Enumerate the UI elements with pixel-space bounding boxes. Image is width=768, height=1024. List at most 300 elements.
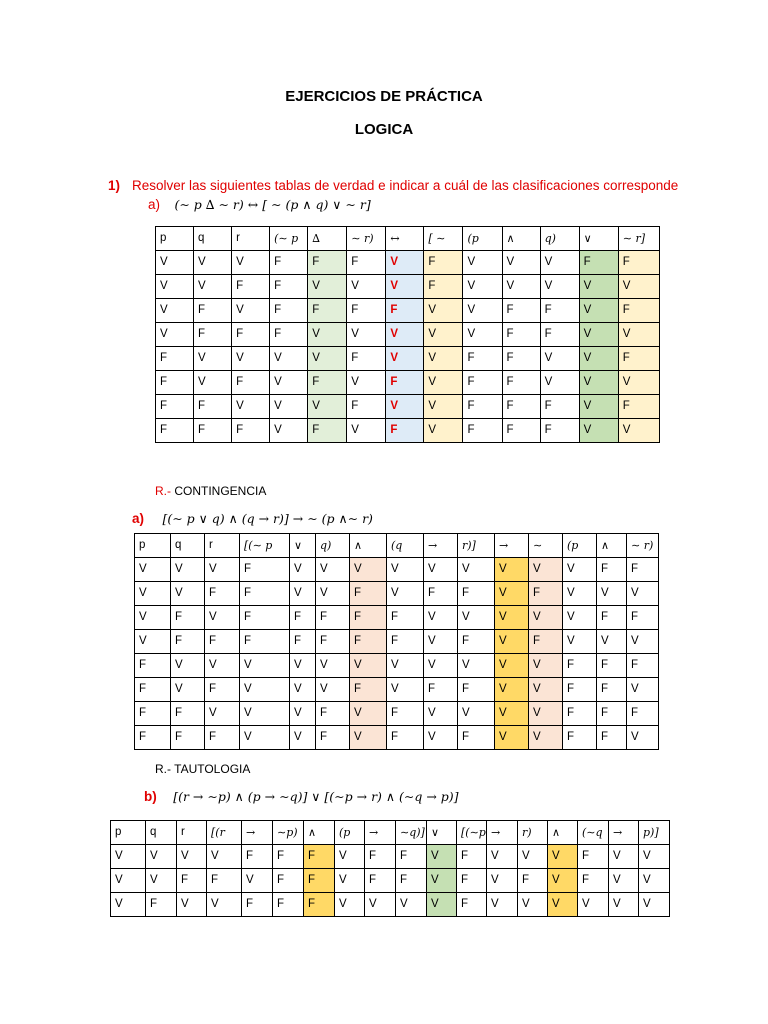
table-cell: V <box>639 845 670 869</box>
table-cell: V <box>609 869 639 893</box>
table-cell: V <box>563 630 597 654</box>
table-cell: V <box>290 558 316 582</box>
table-header-row <box>156 227 660 251</box>
table-cell: F <box>156 371 194 395</box>
table-cell: V <box>156 299 194 323</box>
table-cell: V <box>597 582 627 606</box>
table-cell: V <box>502 251 540 275</box>
table-cell: F <box>386 299 424 323</box>
table-cell: F <box>171 606 205 630</box>
ex1-heading <box>148 196 371 214</box>
table-cell: F <box>463 395 502 419</box>
header-cell: [(∼ p <box>240 534 290 558</box>
table-cell: V <box>463 251 502 275</box>
table-cell: V <box>290 582 316 606</box>
table-cell: V <box>540 371 579 395</box>
header-cell: p)] <box>639 821 670 845</box>
table-row <box>156 371 660 395</box>
table-cell: F <box>424 275 463 299</box>
header-cell: ∧ <box>350 534 387 558</box>
table-cell: F <box>270 323 308 347</box>
table-cell: F <box>270 275 308 299</box>
table-cell: V <box>424 630 458 654</box>
ex2-result-prefix: R.- <box>155 762 171 776</box>
page-subtitle: LOGICA <box>354 121 414 138</box>
table-cell: V <box>156 251 194 275</box>
header-cell: ∆ <box>308 227 347 251</box>
table-cell: V <box>495 702 529 726</box>
table-cell: F <box>540 395 579 419</box>
table-cell: F <box>270 299 308 323</box>
table-cell: F <box>347 395 386 419</box>
table-cell: V <box>563 582 597 606</box>
table-cell: F <box>597 678 627 702</box>
table-cell: V <box>618 371 659 395</box>
header-cell: p <box>135 534 171 558</box>
header-cell: r) <box>518 821 548 845</box>
header-cell: ∼ r) <box>347 227 386 251</box>
table-cell: F <box>205 582 240 606</box>
table-cell: V <box>177 893 207 917</box>
table-cell: V <box>135 630 171 654</box>
table-cell: V <box>639 893 670 917</box>
table-cell: V <box>240 726 290 750</box>
table-cell: F <box>579 251 618 275</box>
table-cell: V <box>529 726 563 750</box>
table-cell: F <box>350 630 387 654</box>
table-cell: F <box>290 606 316 630</box>
table-cell: F <box>316 630 350 654</box>
table-cell: V <box>347 323 386 347</box>
table-cell: V <box>579 347 618 371</box>
header-cell: r)] <box>458 534 495 558</box>
table-row <box>111 869 670 893</box>
table-row <box>111 893 670 917</box>
table-cell: F <box>308 371 347 395</box>
table-row <box>156 251 660 275</box>
table-cell: F <box>529 630 563 654</box>
header-cell: q) <box>316 534 350 558</box>
table-cell: V <box>290 654 316 678</box>
table-cell: V <box>387 558 424 582</box>
table-cell: F <box>563 654 597 678</box>
table-cell: F <box>135 678 171 702</box>
table-cell: V <box>597 630 627 654</box>
table-cell: V <box>424 702 458 726</box>
table-cell: F <box>627 606 659 630</box>
table-cell: V <box>386 323 424 347</box>
ex2-result-text: TAUTOLOGIA <box>174 762 251 776</box>
table-cell: F <box>424 678 458 702</box>
table-row <box>135 606 659 630</box>
ex1-result <box>155 484 266 498</box>
table-cell: F <box>156 419 194 443</box>
header-cell: r <box>232 227 270 251</box>
header-cell: → <box>424 534 458 558</box>
table-cell: V <box>194 275 232 299</box>
header-cell: (∼q <box>578 821 609 845</box>
table-cell: V <box>350 654 387 678</box>
table-cell: F <box>597 606 627 630</box>
table-cell: F <box>270 251 308 275</box>
table-cell: V <box>205 558 240 582</box>
table-cell: V <box>424 371 463 395</box>
table-cell: F <box>350 678 387 702</box>
table-cell: V <box>171 558 205 582</box>
table-cell: F <box>502 323 540 347</box>
ex2-expression: [(∼ p ∨ q) ∧ (q → r)] → ∼ (p ∧∼ r) <box>162 511 373 526</box>
table-row <box>156 299 660 323</box>
table-row <box>135 702 659 726</box>
ex1-expression: (∼ p ∆ ∼ r) ↔ [ ∼ (p ∧ q) ∨ ∼ r] <box>174 197 371 212</box>
table-cell: V <box>316 558 350 582</box>
header-cell: ∧ <box>304 821 335 845</box>
table-cell: V <box>627 630 659 654</box>
header-cell: → <box>242 821 273 845</box>
table-header-row <box>111 821 670 845</box>
table-cell: V <box>290 702 316 726</box>
table-cell: V <box>205 702 240 726</box>
table-cell: F <box>597 702 627 726</box>
table-row <box>111 845 670 869</box>
table-header-row <box>135 534 659 558</box>
instruction-text: Resolver las siguientes tablas de verdad e indicar a cuál de las clasificaciones corresponde <box>132 178 679 193</box>
table-cell: V <box>487 869 518 893</box>
header-cell: → <box>495 534 529 558</box>
table-cell: F <box>146 893 177 917</box>
table-cell: F <box>502 371 540 395</box>
table-cell: V <box>487 845 518 869</box>
table-cell: F <box>627 558 659 582</box>
header-cell: ∧ <box>597 534 627 558</box>
table-cell: F <box>232 419 270 443</box>
table-cell: V <box>487 893 518 917</box>
table-cell: F <box>156 347 194 371</box>
table-cell: V <box>135 582 171 606</box>
table-cell: V <box>171 654 205 678</box>
table-cell: V <box>579 299 618 323</box>
table-cell: F <box>365 869 396 893</box>
table-cell: V <box>424 726 458 750</box>
table-cell: V <box>495 558 529 582</box>
table-row <box>156 275 660 299</box>
table-cell: V <box>502 275 540 299</box>
table-cell: F <box>171 702 205 726</box>
header-cell: q <box>146 821 177 845</box>
table-cell: F <box>316 606 350 630</box>
table-cell: F <box>316 726 350 750</box>
table-row <box>135 558 659 582</box>
table-cell: V <box>563 606 597 630</box>
table-cell: F <box>273 893 304 917</box>
table-cell: F <box>273 845 304 869</box>
ex3-heading <box>144 788 459 806</box>
table-cell: F <box>171 726 205 750</box>
table-cell: V <box>529 678 563 702</box>
table-cell: V <box>529 558 563 582</box>
table-cell: V <box>540 251 579 275</box>
table-cell: F <box>207 869 242 893</box>
table-cell: F <box>308 419 347 443</box>
table-cell: F <box>502 395 540 419</box>
table-cell: F <box>365 845 396 869</box>
table-cell: V <box>194 371 232 395</box>
table-cell: V <box>111 893 146 917</box>
ex1-label: a) <box>148 197 161 212</box>
table-cell: F <box>458 678 495 702</box>
table-cell: V <box>495 582 529 606</box>
header-cell: (p <box>335 821 365 845</box>
table-cell: V <box>424 606 458 630</box>
truth-table-1 <box>155 226 660 443</box>
table-cell: F <box>232 275 270 299</box>
header-cell: ∼ r) <box>627 534 659 558</box>
table-cell: F <box>458 630 495 654</box>
table-cell: V <box>347 275 386 299</box>
ex3-label: b) <box>144 789 157 804</box>
table-cell: F <box>618 299 659 323</box>
header-cell: (p <box>563 534 597 558</box>
table-cell: V <box>427 893 457 917</box>
table-cell: V <box>232 347 270 371</box>
table-cell: F <box>578 845 609 869</box>
header-cell: ∼p) <box>273 821 304 845</box>
table-cell: V <box>458 558 495 582</box>
ex1-result-text: CONTINGENCIA <box>174 484 267 498</box>
table-cell: V <box>627 582 659 606</box>
header-cell: ∨ <box>290 534 316 558</box>
table-cell: F <box>194 419 232 443</box>
table-cell: V <box>232 299 270 323</box>
table-cell: V <box>463 299 502 323</box>
table-cell: V <box>578 893 609 917</box>
table-cell: V <box>386 275 424 299</box>
table-cell: F <box>316 702 350 726</box>
header-cell: ∧ <box>502 227 540 251</box>
table-cell: F <box>502 347 540 371</box>
table-cell: V <box>618 323 659 347</box>
table-cell: V <box>308 323 347 347</box>
table-cell: V <box>495 726 529 750</box>
table-cell: V <box>308 395 347 419</box>
table-cell: V <box>232 395 270 419</box>
header-cell: ∨ <box>427 821 457 845</box>
table-row <box>156 395 660 419</box>
table-cell: F <box>457 845 487 869</box>
table-cell: F <box>424 251 463 275</box>
table-cell: F <box>540 419 579 443</box>
table-cell: V <box>495 630 529 654</box>
table-cell: V <box>424 419 463 443</box>
table-cell: V <box>518 845 548 869</box>
table-cell: V <box>316 678 350 702</box>
table-cell: F <box>308 251 347 275</box>
table-cell: V <box>270 395 308 419</box>
truth-table-3 <box>110 820 670 917</box>
table-cell: V <box>146 869 177 893</box>
table-cell: V <box>639 869 670 893</box>
header-cell: → <box>609 821 639 845</box>
table-cell: V <box>335 869 365 893</box>
table-cell: V <box>609 893 639 917</box>
header-cell: p <box>156 227 194 251</box>
table-cell: V <box>548 893 578 917</box>
table-row <box>156 323 660 347</box>
table-cell: F <box>350 606 387 630</box>
table-row <box>135 726 659 750</box>
instruction-number: 1) <box>108 178 121 193</box>
header-cell: ↔ <box>386 227 424 251</box>
header-cell: p <box>111 821 146 845</box>
table-cell: V <box>347 371 386 395</box>
table-cell: V <box>308 347 347 371</box>
table-cell: V <box>618 275 659 299</box>
table-cell: V <box>270 347 308 371</box>
ex1-result-prefix: R.- <box>155 484 171 498</box>
table-cell: F <box>387 630 424 654</box>
table-cell: F <box>194 323 232 347</box>
table-cell: F <box>273 869 304 893</box>
table-cell: V <box>563 558 597 582</box>
table-cell: V <box>387 582 424 606</box>
table-cell: F <box>502 419 540 443</box>
table-cell: V <box>424 654 458 678</box>
table-cell: V <box>540 347 579 371</box>
table-cell: F <box>627 654 659 678</box>
table-cell: V <box>579 323 618 347</box>
table-cell: V <box>365 893 396 917</box>
header-cell: ∨ <box>579 227 618 251</box>
table-cell: F <box>347 299 386 323</box>
table-cell: F <box>240 630 290 654</box>
header-cell: q <box>171 534 205 558</box>
table-cell: F <box>194 395 232 419</box>
header-cell: ∼q)] <box>396 821 427 845</box>
table-cell: V <box>579 275 618 299</box>
table-cell: F <box>304 845 335 869</box>
table-row <box>156 419 660 443</box>
table-cell: V <box>424 323 463 347</box>
table-cell: V <box>463 323 502 347</box>
header-cell: q) <box>540 227 579 251</box>
table-cell: V <box>495 654 529 678</box>
table-cell: V <box>529 606 563 630</box>
table-cell: V <box>427 845 457 869</box>
table-cell: F <box>290 630 316 654</box>
table-cell: V <box>424 395 463 419</box>
table-cell: F <box>458 582 495 606</box>
table-cell: V <box>627 726 659 750</box>
table-cell: V <box>424 299 463 323</box>
table-cell: V <box>177 845 207 869</box>
table-cell: V <box>146 845 177 869</box>
table-cell: F <box>387 606 424 630</box>
table-row <box>156 347 660 371</box>
table-cell: V <box>386 395 424 419</box>
header-cell: [(∼p <box>457 821 487 845</box>
header-cell: r <box>205 534 240 558</box>
table-cell: F <box>563 678 597 702</box>
header-cell: (∼ p <box>270 227 308 251</box>
table-cell: F <box>135 702 171 726</box>
table-cell: V <box>609 845 639 869</box>
header-cell: [(r <box>207 821 242 845</box>
table-cell: F <box>232 323 270 347</box>
table-cell: F <box>458 726 495 750</box>
table-cell: V <box>240 654 290 678</box>
table-cell: F <box>240 606 290 630</box>
table-cell: V <box>458 702 495 726</box>
table-cell: V <box>290 726 316 750</box>
table-cell: F <box>597 726 627 750</box>
table-cell: V <box>270 419 308 443</box>
header-cell: (p <box>463 227 502 251</box>
table-cell: F <box>386 419 424 443</box>
table-cell: V <box>232 251 270 275</box>
table-cell: V <box>135 558 171 582</box>
table-cell: F <box>242 845 273 869</box>
table-cell: V <box>240 702 290 726</box>
header-cell: ∼ r] <box>618 227 659 251</box>
table-cell: V <box>387 678 424 702</box>
table-cell: V <box>618 419 659 443</box>
table-cell: F <box>171 630 205 654</box>
page-title: EJERCICIOS DE PRÁCTICA <box>285 88 483 105</box>
exercise-instruction <box>108 178 678 193</box>
table-cell: F <box>350 582 387 606</box>
table-cell: F <box>529 582 563 606</box>
table-cell: V <box>194 347 232 371</box>
table-cell: F <box>563 702 597 726</box>
table-cell: F <box>240 558 290 582</box>
ex3-expression: [(r → ∼p) ∧ (p → ∼q)] ∨ [(∼p → r) ∧ (∼q → p)] <box>173 789 459 804</box>
table-cell: V <box>205 654 240 678</box>
table-cell: F <box>308 299 347 323</box>
table-cell: V <box>627 678 659 702</box>
table-cell: F <box>597 654 627 678</box>
table-cell: V <box>495 678 529 702</box>
table-cell: V <box>350 558 387 582</box>
table-cell: V <box>156 275 194 299</box>
table-cell: V <box>111 869 146 893</box>
table-cell: V <box>242 869 273 893</box>
table-cell: V <box>111 845 146 869</box>
header-cell: [ ∼ <box>424 227 463 251</box>
table-cell: F <box>597 558 627 582</box>
table-cell: F <box>386 371 424 395</box>
table-cell: F <box>232 371 270 395</box>
table-cell: V <box>386 347 424 371</box>
table-cell: F <box>242 893 273 917</box>
table-cell: V <box>194 251 232 275</box>
table-row <box>135 630 659 654</box>
table-cell: V <box>548 869 578 893</box>
table-cell: F <box>424 582 458 606</box>
table-cell: V <box>205 606 240 630</box>
table-cell: V <box>458 606 495 630</box>
table-cell: V <box>458 654 495 678</box>
table-cell: V <box>347 419 386 443</box>
table-cell: V <box>207 893 242 917</box>
table-cell: V <box>387 654 424 678</box>
table-cell: F <box>463 347 502 371</box>
header-cell: q <box>194 227 232 251</box>
table-cell: V <box>335 893 365 917</box>
table-cell: V <box>316 582 350 606</box>
table-cell: F <box>618 395 659 419</box>
table-cell: F <box>205 726 240 750</box>
table-cell: V <box>424 347 463 371</box>
